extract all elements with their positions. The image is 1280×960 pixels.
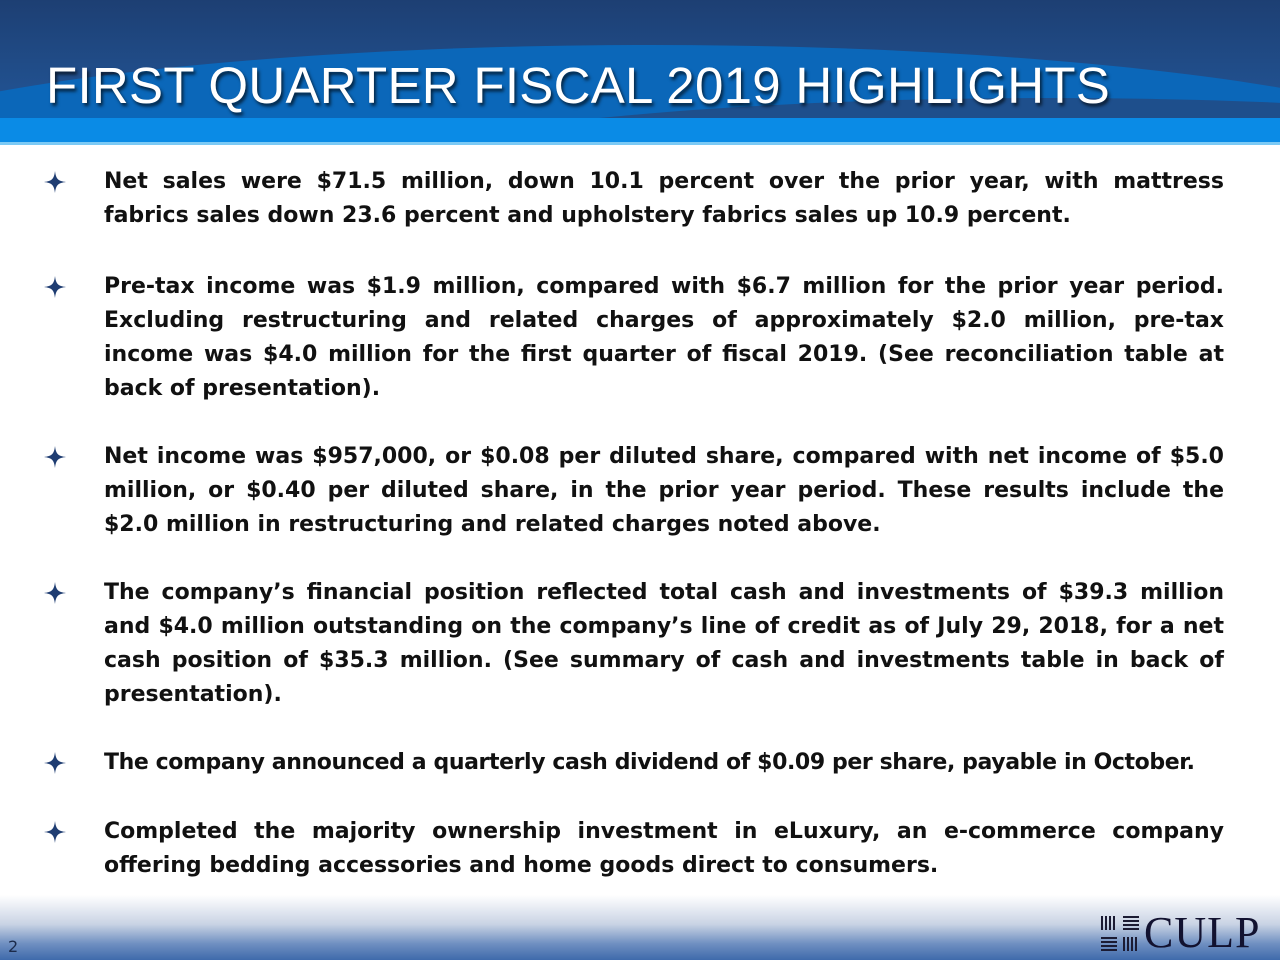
logo-text: CULP [1144,908,1261,957]
header-strip [0,118,1280,142]
slide-footer [0,895,1280,960]
highlight-text: Net income was $957,000, or $0.08 per diluted share, compared with net income of $5.0 million, or $0.40 per diluted share, in the prior year period. These results include the $2.0 million in restructuring and related charges noted above. [104,444,1224,537]
header-divider [0,142,1280,145]
highlight-text: Completed the majority ownership investment in eLuxury, an e-commerce company offering bedding accessories and home goods direct to consumers. [104,819,1224,878]
highlight-text: Pre-tax income was $1.9 million, compared with $6.7 million for the prior year period. Excluding restructuring and related charges of approximately $2.0 million, pre-tax income was $4.0 million for the first quarter of fiscal 2019. (See reconciliation table at back of presentation). [104,274,1224,401]
highlight-text: The company announced a quarterly cash dividend of $0.09 per share, payable in October. [104,750,1195,775]
four-point-star-icon [44,752,66,774]
highlight-net-sales [44,165,1224,233]
highlights-list [44,165,1224,883]
highlight-financial-position [44,576,1224,712]
page-number: 2 [8,937,19,956]
four-point-star-icon [44,276,66,298]
slide-title: FIRST QUARTER FISCAL 2019 HIGHLIGHTS [46,57,1111,114]
highlight-pretax-income [44,270,1224,406]
highlight-eluxury [44,815,1224,883]
highlight-text: The company’s financial position reflected total cash and investments of $39.3 million and $4.0 million outstanding on the company’s line of credit as of July 29, 2018, for a net cash position of $35.3 million. (See summary of cash and investments table in back of presentation). [104,580,1224,707]
four-point-star-icon [44,171,66,193]
culp-logo [1100,908,1261,957]
logo-marks-icon [1100,913,1140,954]
highlight-text: Net sales were $71.5 million, down 10.1 percent over the prior year, with mattress fabrics sales down 23.6 percent and upholstery fabrics sales up 10.9 percent. [104,169,1224,228]
four-point-star-icon [44,582,66,604]
four-point-star-icon [44,446,66,468]
highlight-net-income [44,440,1224,542]
four-point-star-icon [44,821,66,843]
highlight-dividend [44,746,1224,780]
